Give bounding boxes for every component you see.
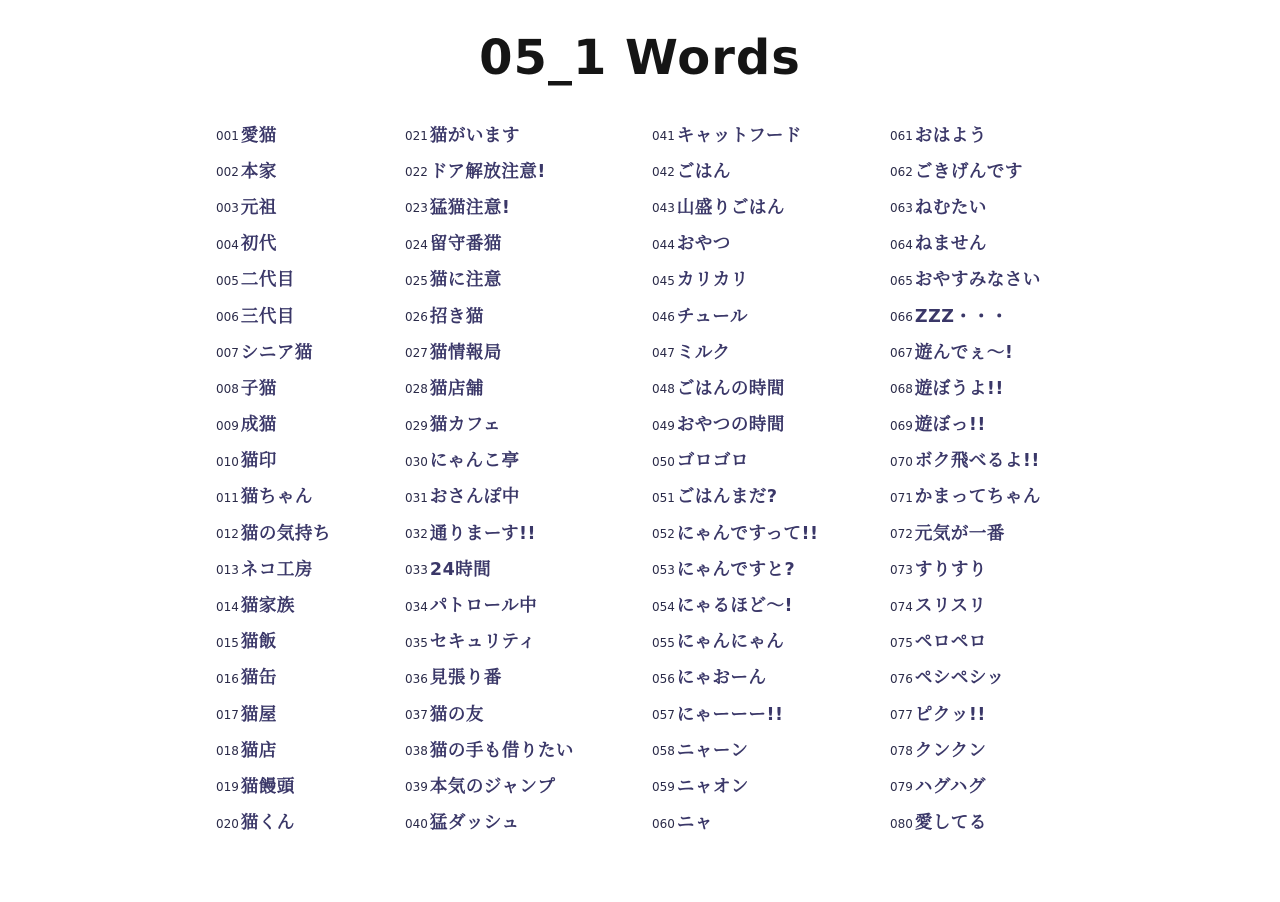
word-text: 猫店舗 <box>429 378 484 399</box>
word-text: ねません <box>914 234 987 255</box>
word-number: 058 <box>652 744 675 759</box>
word-text: セキュリティ <box>429 632 537 653</box>
word-column-2 <box>405 116 645 840</box>
word-number: 057 <box>652 708 675 723</box>
word-number: 074 <box>890 599 913 614</box>
word-number: 051 <box>652 490 675 505</box>
word-number: 001 <box>216 129 239 144</box>
word-text: ごはんの時間 <box>676 378 785 399</box>
word-text: 元祖 <box>240 197 277 218</box>
word-text: ごはん <box>676 161 731 182</box>
word-number: 060 <box>652 816 675 831</box>
word-item <box>405 550 645 586</box>
word-text: ニャーン <box>676 740 749 761</box>
word-item <box>890 188 1130 224</box>
word-text: すりすり <box>914 559 987 580</box>
word-number: 048 <box>652 382 675 397</box>
word-text: 二代目 <box>240 270 295 291</box>
word-text: おやつ <box>676 234 731 255</box>
word-item <box>405 116 645 152</box>
word-number: 003 <box>216 201 239 216</box>
word-item <box>890 659 1130 695</box>
word-column-4 <box>890 116 1130 840</box>
word-number: 070 <box>890 454 913 469</box>
word-item <box>652 767 892 803</box>
word-number: 006 <box>216 310 239 325</box>
word-number: 042 <box>652 165 675 180</box>
word-text: ニャ <box>676 813 713 834</box>
word-text: にゃるほど～! <box>676 596 794 617</box>
word-item <box>890 804 1130 840</box>
word-number: 034 <box>405 599 428 614</box>
word-text: 見張り番 <box>429 668 502 689</box>
word-text: ドア解放注意! <box>429 161 546 182</box>
word-text: シニア猫 <box>240 342 313 363</box>
word-text: にゃおーん <box>676 668 767 689</box>
word-number: 072 <box>890 527 913 542</box>
word-number: 063 <box>890 201 913 216</box>
word-text: 本気のジャンプ <box>429 776 556 797</box>
word-text: ペロペロ <box>914 632 987 653</box>
word-item <box>890 478 1130 514</box>
word-text: ハグハグ <box>914 776 986 797</box>
word-number: 076 <box>890 671 913 686</box>
word-number: 002 <box>216 165 239 180</box>
word-item <box>890 297 1130 333</box>
word-number: 041 <box>652 129 675 144</box>
word-text: 猫印 <box>240 451 277 472</box>
word-number: 064 <box>890 237 913 252</box>
word-text: 遊んでぇ～! <box>914 342 1014 363</box>
word-item <box>890 731 1130 767</box>
word-text: クンクン <box>914 740 987 761</box>
word-number: 023 <box>405 201 428 216</box>
word-item <box>405 767 645 803</box>
word-item <box>405 188 645 224</box>
word-item <box>405 406 645 442</box>
word-text: ボク飛べるよ!! <box>914 451 1040 472</box>
word-item <box>652 116 892 152</box>
word-text: おやすみなさい <box>914 270 1041 291</box>
word-text: 猫の友 <box>429 704 484 725</box>
word-item <box>405 586 645 622</box>
word-text: 猫飯 <box>240 632 277 653</box>
word-item <box>890 333 1130 369</box>
word-number: 067 <box>890 346 913 361</box>
word-number: 008 <box>216 382 239 397</box>
word-text: ピクッ!! <box>914 704 986 725</box>
word-number: 007 <box>216 346 239 361</box>
word-item <box>890 442 1130 478</box>
word-number: 028 <box>405 382 428 397</box>
word-text: キャットフード <box>676 125 802 146</box>
word-number: 059 <box>652 780 675 795</box>
word-item <box>890 623 1130 659</box>
word-number: 024 <box>405 237 428 252</box>
word-item <box>890 225 1130 261</box>
word-item <box>652 695 892 731</box>
word-item <box>652 550 892 586</box>
word-item <box>652 442 892 478</box>
word-text: ごはんまだ? <box>676 487 778 508</box>
word-number: 079 <box>890 780 913 795</box>
word-number: 018 <box>216 744 239 759</box>
word-number: 020 <box>216 816 239 831</box>
word-number: 061 <box>890 129 913 144</box>
word-text: 留守番猫 <box>429 234 502 255</box>
word-number: 069 <box>890 418 913 433</box>
word-number: 054 <box>652 599 675 614</box>
word-item <box>652 152 892 188</box>
word-item <box>652 478 892 514</box>
word-text: 初代 <box>240 234 277 255</box>
word-item <box>890 586 1130 622</box>
word-number: 045 <box>652 273 675 288</box>
word-text: チュール <box>676 306 749 327</box>
word-item <box>652 514 892 550</box>
word-number: 078 <box>890 744 913 759</box>
word-text: ゴロゴロ <box>676 451 749 472</box>
word-number: 022 <box>405 165 428 180</box>
word-text: にゃんにゃん <box>676 632 785 653</box>
word-item <box>405 297 645 333</box>
word-text: パトロール中 <box>429 596 538 617</box>
word-number: 047 <box>652 346 675 361</box>
word-text: にゃんですって!! <box>676 523 819 544</box>
word-number: 033 <box>405 563 428 578</box>
word-item <box>405 659 645 695</box>
word-text: ニャオン <box>676 776 749 797</box>
word-text: 招き猫 <box>429 306 484 327</box>
word-number: 046 <box>652 310 675 325</box>
word-item <box>652 188 892 224</box>
word-item <box>890 152 1130 188</box>
word-item <box>652 261 892 297</box>
word-item <box>652 406 892 442</box>
word-item <box>652 333 892 369</box>
word-number: 043 <box>652 201 675 216</box>
word-text: にゃんですと? <box>676 559 796 580</box>
word-number: 009 <box>216 418 239 433</box>
word-text: 愛してる <box>914 813 987 834</box>
word-number: 066 <box>890 310 913 325</box>
word-text: 猫屋 <box>240 704 277 725</box>
word-number: 038 <box>405 744 428 759</box>
word-item <box>890 695 1130 731</box>
word-text: にゃんこ亭 <box>429 451 520 472</box>
word-number: 017 <box>216 708 239 723</box>
word-number: 012 <box>216 527 239 542</box>
word-text: 24時間 <box>429 559 492 580</box>
word-text: 本家 <box>240 161 277 182</box>
word-list <box>0 116 1280 846</box>
word-text: ネコ工房 <box>240 559 313 580</box>
word-number: 050 <box>652 454 675 469</box>
word-text: 元気が一番 <box>914 523 1005 544</box>
word-number: 029 <box>405 418 428 433</box>
word-text: 猫饅頭 <box>240 776 295 797</box>
word-number: 004 <box>216 237 239 252</box>
word-item <box>890 116 1130 152</box>
word-item <box>652 586 892 622</box>
word-text: 猫カフェ <box>429 415 502 436</box>
word-number: 068 <box>890 382 913 397</box>
word-item <box>652 623 892 659</box>
word-item <box>405 514 645 550</box>
word-item <box>890 369 1130 405</box>
word-item <box>405 804 645 840</box>
word-number: 052 <box>652 527 675 542</box>
word-item <box>652 659 892 695</box>
word-text: ミルク <box>676 342 731 363</box>
word-text: おさんぽ中 <box>429 487 520 508</box>
word-number: 035 <box>405 635 428 650</box>
word-text: ごきげんです <box>914 161 1023 182</box>
word-item <box>652 225 892 261</box>
word-text: 遊ぼっ!! <box>914 415 986 436</box>
word-number: 013 <box>216 563 239 578</box>
word-item <box>890 767 1130 803</box>
word-number: 049 <box>652 418 675 433</box>
word-number: 055 <box>652 635 675 650</box>
word-item <box>652 731 892 767</box>
word-number: 026 <box>405 310 428 325</box>
word-number: 065 <box>890 273 913 288</box>
word-text: 猛猫注意! <box>429 197 511 218</box>
word-number: 010 <box>216 454 239 469</box>
word-text: 猫家族 <box>240 596 295 617</box>
word-text: ペシペシッ <box>914 668 1005 689</box>
word-number: 071 <box>890 490 913 505</box>
word-item <box>405 731 645 767</box>
word-item <box>652 297 892 333</box>
word-number: 040 <box>405 816 428 831</box>
word-number: 027 <box>405 346 428 361</box>
word-text: 猫店 <box>240 740 277 761</box>
page-title: 05_1 Words <box>479 30 801 86</box>
word-number: 075 <box>890 635 913 650</box>
word-text: 猫くん <box>240 813 295 834</box>
word-number: 036 <box>405 671 428 686</box>
word-text: おはよう <box>914 125 987 146</box>
word-item <box>405 152 645 188</box>
word-number: 011 <box>216 490 239 505</box>
word-column-3 <box>652 116 892 840</box>
word-text: 猫がいます <box>429 125 520 146</box>
word-number: 016 <box>216 671 239 686</box>
word-text: 猫缶 <box>240 668 277 689</box>
word-item <box>652 369 892 405</box>
word-number: 019 <box>216 780 239 795</box>
word-item <box>405 369 645 405</box>
word-number: 021 <box>405 129 428 144</box>
word-number: 031 <box>405 490 428 505</box>
word-text: 猛ダッシュ <box>429 813 520 834</box>
word-text: ZZZ・・・ <box>914 306 1009 327</box>
word-item <box>405 695 645 731</box>
word-number: 062 <box>890 165 913 180</box>
word-item <box>405 261 645 297</box>
word-item <box>405 442 645 478</box>
word-item <box>890 261 1130 297</box>
word-text: カリカリ <box>676 270 749 291</box>
word-number: 073 <box>890 563 913 578</box>
word-number: 025 <box>405 273 428 288</box>
word-number: 080 <box>890 816 913 831</box>
word-text: 猫の手も借りたい <box>429 740 574 761</box>
word-item <box>652 804 892 840</box>
word-text: にゃーーー!! <box>676 704 784 725</box>
word-text: 遊ぼうよ!! <box>914 378 1004 399</box>
word-number: 053 <box>652 563 675 578</box>
word-text: かまってちゃん <box>914 487 1041 508</box>
word-number: 044 <box>652 237 675 252</box>
word-number: 056 <box>652 671 675 686</box>
word-number: 032 <box>405 527 428 542</box>
word-item <box>405 623 645 659</box>
word-text: 猫情報局 <box>429 342 502 363</box>
word-text: 三代目 <box>240 306 295 327</box>
word-item <box>890 406 1130 442</box>
word-number: 005 <box>216 273 239 288</box>
word-number: 037 <box>405 708 428 723</box>
word-number: 015 <box>216 635 239 650</box>
word-text: 愛猫 <box>240 125 277 146</box>
word-number: 077 <box>890 708 913 723</box>
word-text: 成猫 <box>240 415 277 436</box>
word-text: おやつの時間 <box>676 415 785 436</box>
word-item <box>890 550 1130 586</box>
word-item <box>405 333 645 369</box>
word-text: 子猫 <box>240 378 277 399</box>
word-text: 山盛りごはん <box>676 197 785 218</box>
word-text: ねむたい <box>914 197 987 218</box>
word-text: 猫の気持ち <box>240 523 331 544</box>
word-item <box>405 225 645 261</box>
word-number: 030 <box>405 454 428 469</box>
word-number: 014 <box>216 599 239 614</box>
word-item <box>890 514 1130 550</box>
word-text: 通りまーす!! <box>429 523 536 544</box>
word-text: 猫ちゃん <box>240 487 313 508</box>
word-text: スリスリ <box>914 596 987 617</box>
word-text: 猫に注意 <box>429 270 502 291</box>
word-item <box>405 478 645 514</box>
word-number: 039 <box>405 780 428 795</box>
